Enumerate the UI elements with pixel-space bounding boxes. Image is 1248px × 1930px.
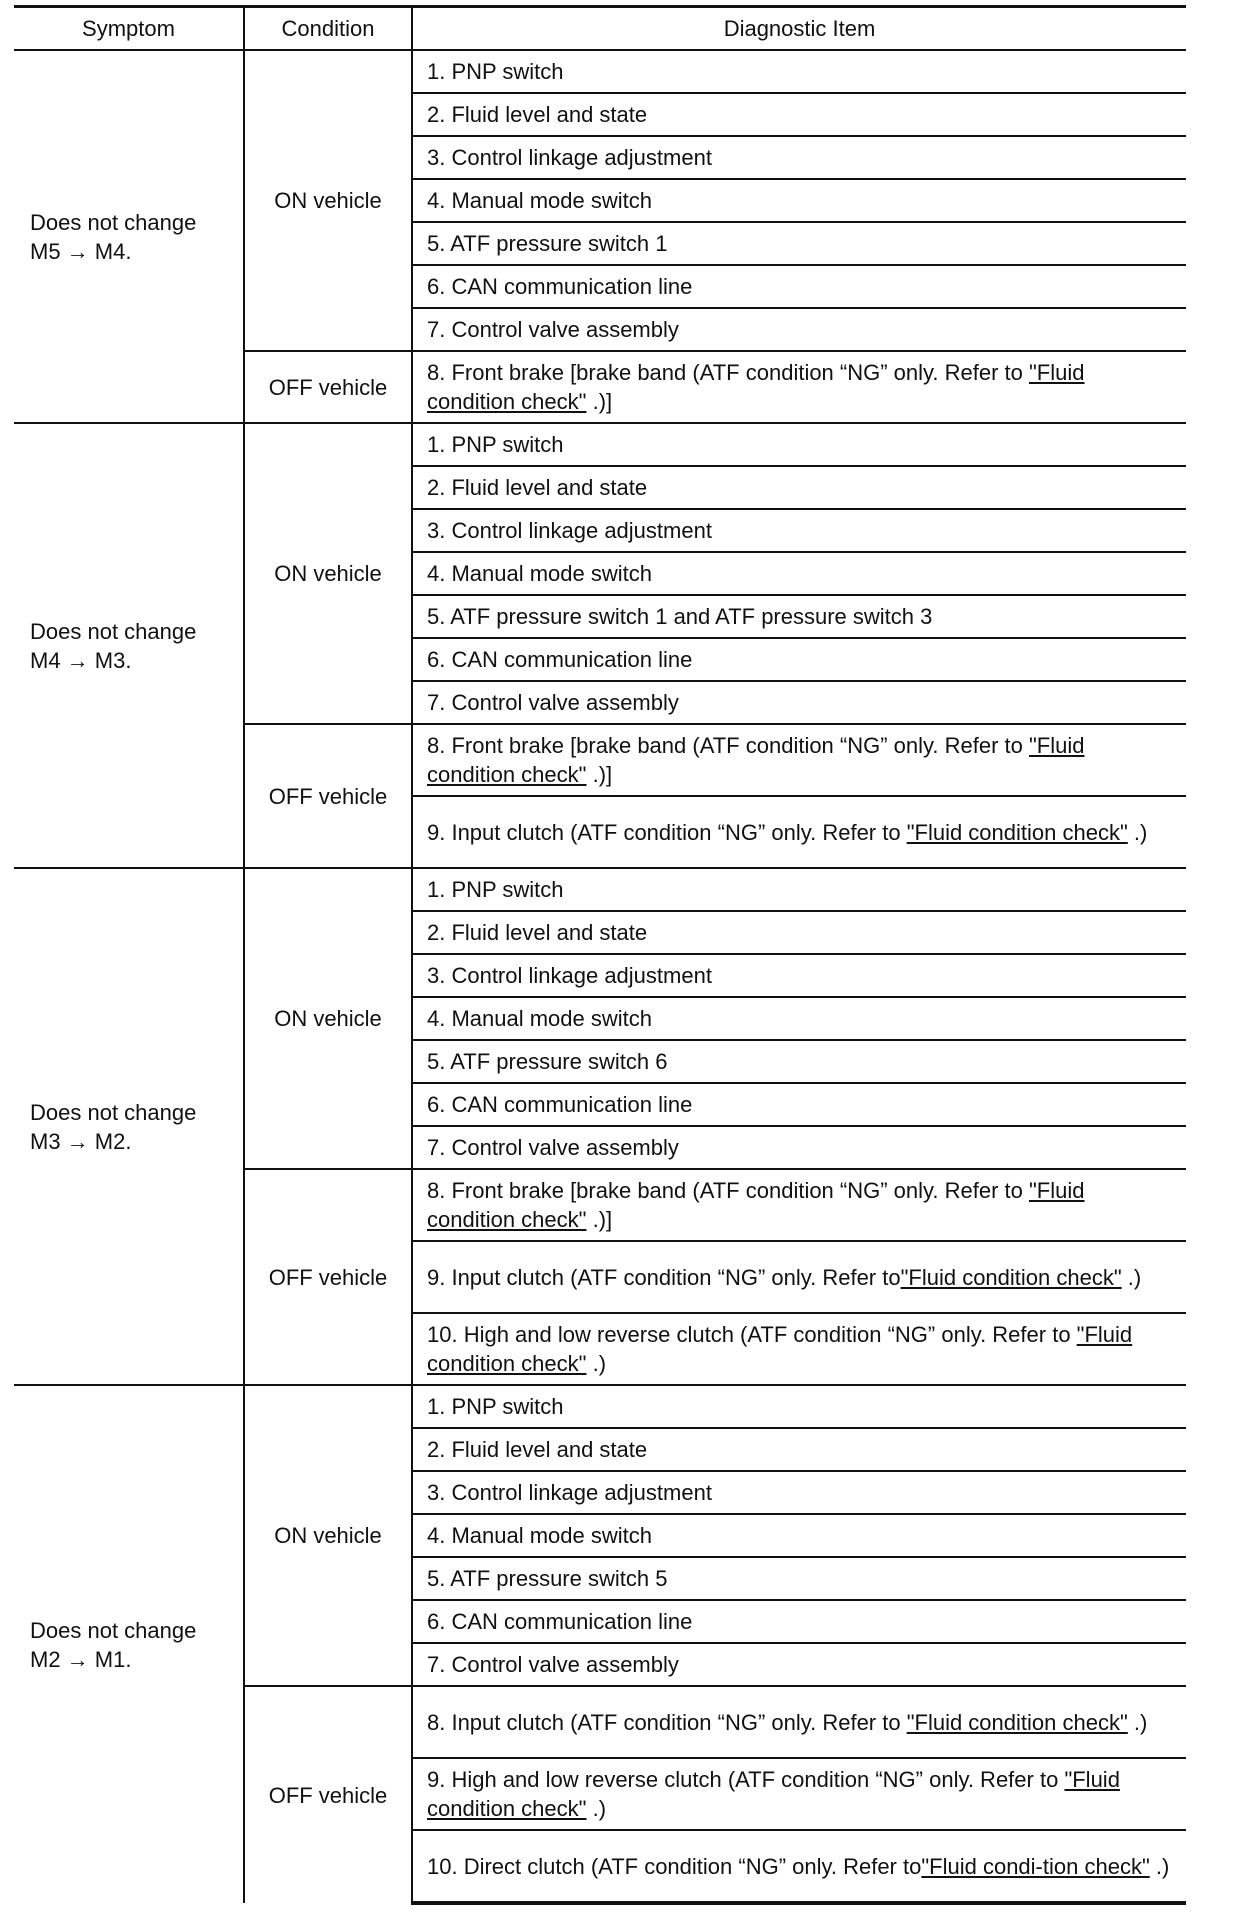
- condition-off-vehicle: OFF vehicle: [244, 724, 412, 868]
- table-row: [14, 1385, 1186, 1428]
- diagnostic-table: [14, 5, 1186, 1905]
- diagnostic-item: [412, 796, 1186, 868]
- diagnostic-item: 7. Control valve assembly: [412, 308, 1186, 351]
- diagnostic-item: 1. PNP switch: [412, 868, 1186, 911]
- item-text-end: .): [1149, 1853, 1170, 1879]
- fluid-condition-check-link[interactable]: "Fluid condi-tion check": [921, 1853, 1150, 1879]
- diagnostic-table-page: [14, 5, 1186, 1905]
- symptom-cell: [14, 868, 244, 1385]
- item-text: 8. Input clutch (ATF condition “NG” only. Refer to: [427, 1709, 907, 1735]
- header-diagnostic-item: Diagnostic Item: [412, 7, 1186, 51]
- diagnostic-item: 2. Fluid level and state: [412, 911, 1186, 954]
- item-text-end: .): [586, 1796, 607, 1821]
- diagnostic-item: 6. CAN communication line: [412, 638, 1186, 681]
- item-text: 10. High and low reverse clutch (ATF condition “NG” only. Refer to: [427, 1322, 1077, 1347]
- diagnostic-item: 7. Control valve assembly: [412, 1643, 1186, 1686]
- symptom-shift: M5 → M4.: [30, 238, 132, 264]
- item-text-end: .): [1127, 819, 1148, 845]
- item-text-end: .): [1121, 1264, 1142, 1290]
- diagnostic-item: [412, 724, 1186, 796]
- diagnostic-item: 1. PNP switch: [412, 423, 1186, 466]
- header-symptom: Symptom: [14, 7, 244, 51]
- symptom-cell: [14, 423, 244, 868]
- fluid-condition-check-link[interactable]: "Fluid condition check": [427, 360, 1085, 414]
- diagnostic-item: 1. PNP switch: [412, 1385, 1186, 1428]
- symptom-shift: M4 → M3.: [30, 647, 132, 673]
- diagnostic-item: 5. ATF pressure switch 1 and ATF pressure switch 3: [412, 595, 1186, 638]
- diagnostic-item: 2. Fluid level and state: [412, 93, 1186, 136]
- diagnostic-item: 4. Manual mode switch: [412, 179, 1186, 222]
- diagnostic-item: 7. Control valve assembly: [412, 681, 1186, 724]
- header-condition: Condition: [244, 7, 412, 51]
- condition-off-vehicle: OFF vehicle: [244, 1686, 412, 1903]
- diagnostic-item: 6. CAN communication line: [412, 1600, 1186, 1643]
- condition-off-vehicle: OFF vehicle: [244, 351, 412, 423]
- item-text: 9. Input clutch (ATF condition “NG” only. Refer to: [427, 819, 907, 845]
- item-text-end: .)]: [586, 389, 613, 414]
- diagnostic-item: [412, 1313, 1186, 1385]
- condition-off-vehicle: OFF vehicle: [244, 1169, 412, 1385]
- diagnostic-item: 3. Control linkage adjustment: [412, 954, 1186, 997]
- diagnostic-item: 3. Control linkage adjustment: [412, 136, 1186, 179]
- diagnostic-item: 7. Control valve assembly: [412, 1126, 1186, 1169]
- condition-on-vehicle: ON vehicle: [244, 50, 412, 351]
- diagnostic-item: 4. Manual mode switch: [412, 997, 1186, 1040]
- diagnostic-item: 1. PNP switch: [412, 50, 1186, 93]
- fluid-condition-check-link[interactable]: "Fluid condition check": [427, 1767, 1120, 1821]
- symptom-text: Does not change: [30, 618, 197, 644]
- item-text: 8. Front brake [brake band (ATF condition “NG” only. Refer to: [427, 733, 1029, 758]
- table-row: [14, 423, 1186, 466]
- item-text: 10. Direct clutch (ATF condition “NG” only. Refer to: [427, 1853, 922, 1879]
- symptom-text: Does not change: [30, 1617, 197, 1643]
- condition-on-vehicle: ON vehicle: [244, 423, 412, 724]
- symptom-text: Does not change: [30, 1099, 197, 1125]
- item-text-end: .)]: [586, 1207, 613, 1232]
- diagnostic-item: 6. CAN communication line: [412, 265, 1186, 308]
- fluid-condition-check-link[interactable]: "Fluid condition check": [427, 1322, 1133, 1376]
- item-text: 8. Front brake [brake band (ATF condition “NG” only. Refer to: [427, 1178, 1029, 1203]
- fluid-condition-check-link[interactable]: "Fluid condition check": [427, 1178, 1085, 1232]
- table-header-row: [14, 7, 1186, 51]
- diagnostic-item: 5. ATF pressure switch 1: [412, 222, 1186, 265]
- table-row: [14, 868, 1186, 911]
- symptom-shift: M3 → M2.: [30, 1128, 132, 1154]
- diagnostic-item: 5. ATF pressure switch 5: [412, 1557, 1186, 1600]
- item-text: 9. Input clutch (ATF condition “NG” only. Refer to: [427, 1264, 901, 1290]
- fluid-condition-check-link[interactable]: "Fluid condition check": [900, 1264, 1122, 1290]
- condition-on-vehicle: ON vehicle: [244, 1385, 412, 1686]
- diagnostic-item: 3. Control linkage adjustment: [412, 509, 1186, 552]
- item-text: 9. High and low reverse clutch (ATF condition “NG” only. Refer to: [427, 1767, 1065, 1792]
- table-row: [14, 50, 1186, 93]
- diagnostic-item: [412, 1830, 1186, 1903]
- diagnostic-item: [412, 1169, 1186, 1241]
- diagnostic-item: [412, 1241, 1186, 1313]
- condition-on-vehicle: ON vehicle: [244, 868, 412, 1169]
- item-text-end: .)]: [586, 762, 613, 787]
- symptom-text: Does not change: [30, 209, 197, 235]
- diagnostic-item: 3. Control linkage adjustment: [412, 1471, 1186, 1514]
- diagnostic-item: 6. CAN communication line: [412, 1083, 1186, 1126]
- symptom-cell: [14, 1385, 244, 1903]
- diagnostic-item: [412, 1686, 1186, 1758]
- diagnostic-item: 2. Fluid level and state: [412, 466, 1186, 509]
- fluid-condition-check-link[interactable]: "Fluid condition check": [906, 819, 1128, 845]
- diagnostic-item: 2. Fluid level and state: [412, 1428, 1186, 1471]
- symptom-shift: M2 → M1.: [30, 1646, 132, 1672]
- diagnostic-item: 5. ATF pressure switch 6: [412, 1040, 1186, 1083]
- fluid-condition-check-link[interactable]: "Fluid condition check": [906, 1709, 1128, 1735]
- item-text-end: .): [1127, 1709, 1148, 1735]
- diagnostic-item: 4. Manual mode switch: [412, 552, 1186, 595]
- fluid-condition-check-link[interactable]: "Fluid condition check": [427, 733, 1085, 787]
- item-text-end: .): [586, 1351, 607, 1376]
- diagnostic-item: [412, 1758, 1186, 1830]
- diagnostic-item: [412, 351, 1186, 423]
- item-text: 8. Front brake [brake band (ATF condition “NG” only. Refer to: [427, 360, 1029, 385]
- symptom-cell: [14, 50, 244, 423]
- diagnostic-item: 4. Manual mode switch: [412, 1514, 1186, 1557]
